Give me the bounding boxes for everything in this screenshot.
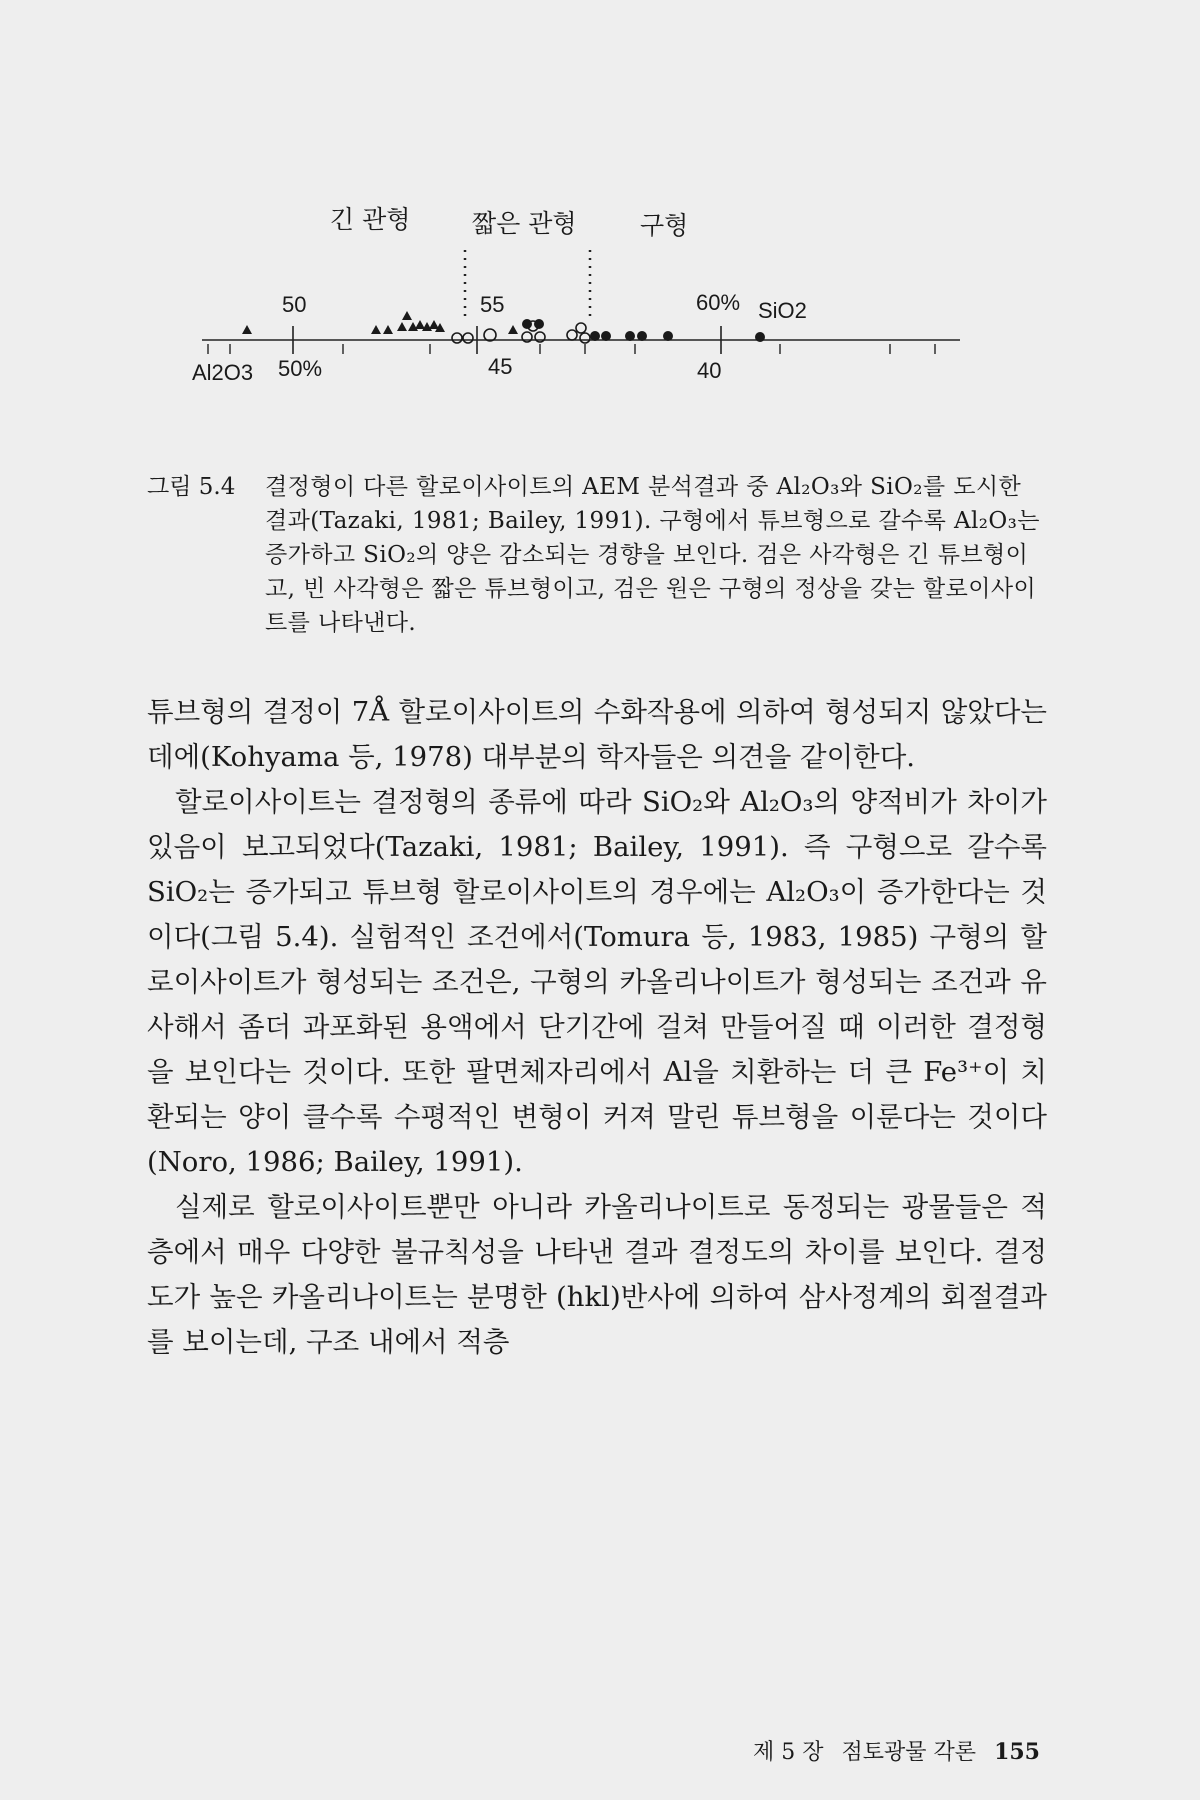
filled-circle-marker: [625, 331, 635, 341]
triangle-marker: [371, 325, 381, 334]
filled-circle-marker: [590, 331, 600, 341]
paragraph: 실제로 할로이사이트뿐만 아니라 카올리나이트로 동정되는 광물들은 적층에서 매우 다양한 불규칙성을 나타낸 결과 결정도의 차이를 보인다. 결정도가 높은 카올리나이트는 분명한 (hkl)반사에 의하여 삼사정계의 회절결과를 보이는데, 구조 내에서 적층: [147, 1191, 1047, 1358]
triangle-marker: [402, 311, 412, 320]
open-circle-marker: [452, 333, 462, 343]
triangle-marker: [383, 325, 393, 334]
triangle-marker: [242, 325, 252, 334]
filled-circle-marker: [755, 332, 765, 342]
type-label-short-tube: 짧은 관형: [472, 209, 577, 238]
top-tick-50: 50: [282, 292, 307, 317]
page-number: 155: [994, 1739, 1040, 1765]
top-tick-60: 60%: [696, 290, 741, 315]
open-circle-marker: [463, 333, 473, 343]
open-circle-marker: [567, 330, 577, 340]
filled-circle-marker: [522, 319, 532, 329]
bottom-tick-40: 40: [697, 358, 722, 383]
footer-chapter: 제 5 장: [753, 1740, 824, 1765]
triangle-marker: [415, 320, 425, 329]
caption-text: 결정형이 다른 할로이사이트의 AEM 분석결과 중 Al₂O₃와 SiO₂를 도시한 결과(Tazaki, 1981; Bailey, 1991). 구형에서 튜브형으로 갈수록 Al₂O₃는 증가하고 SiO₂의 양은 감소되는 경향을 보인다. 검은 사각형은 긴 튜브형이고, 빈 사각형은 짧은 튜브형이고, 검은 원은 구형의 정상을 갖는 할로이사이트를 나타낸다.: [265, 474, 1040, 636]
paragraph: 할로이사이트는 결정형의 종류에 따라 SiO₂와 Al₂O₃의 양적비가 차이가 있음이 보고되었다(Tazaki, 1981; Bailey, 1991). 즉 구형으로 갈수록 SiO₂는 증가되고 튜브형 할로이사이트의 경우에는 Al₂O₃이 증가한다는 것이다(그림 5.4). 실험적인 조건에서(Tomura 등, 1983, 1985) 구형의 할로이사이트가 형성되는 조건은, 구형의 카올리나이트가 형성되는 조건과 유사해서 좀더 과포화된 용액에서 단기간에 걸쳐 만들어질 때 이러한 결정형을 보인다는 것이다. 또한 팔면체자리에서 Al을 치환하는 더 큰 Fe³⁺이 치환되는 양이 클수록 수평적인 변형이 커져 말린 튜브형을 이룬다는 것이다(Noro, 1986; Bailey, 1991).: [147, 786, 1047, 1178]
type-label-spherical: 구형: [640, 211, 689, 240]
filled-circle-marker: [601, 331, 611, 341]
triangle-marker: [508, 325, 518, 334]
figure-axis-graphic: [190, 220, 990, 440]
open-circle-marker: [580, 333, 590, 343]
figure-caption: [147, 470, 1047, 640]
spherical-markers: [522, 319, 765, 342]
paragraph: 튜브형의 결정이 7Å 할로이사이트의 수화작용에 의하여 형성되지 않았다는 데에(Kohyama 등, 1978) 대부분의 학자들은 의견을 같이한다.: [147, 696, 1047, 773]
page-footer: [735, 1735, 1040, 1766]
open-circle-marker: [576, 323, 586, 333]
sio2-axis-label: SiO2: [758, 298, 807, 323]
filled-circle-marker: [637, 331, 647, 341]
bottom-tick-45: 45: [488, 354, 513, 379]
body-text: [147, 690, 1047, 1365]
bottom-tick-50: 50%: [278, 356, 323, 381]
figure-5-4: [190, 205, 990, 440]
type-label-long-tube: 긴 관형: [330, 205, 411, 234]
filled-circle-marker: [534, 319, 544, 329]
top-tick-55: 55: [480, 292, 505, 317]
al2o3-axis-label: Al2O3: [192, 360, 254, 385]
filled-circle-marker: [663, 331, 673, 341]
caption-label: 그림 5.4: [147, 474, 236, 500]
footer-section: 점토광물 각론: [841, 1740, 977, 1765]
triangle-marker: [397, 322, 407, 331]
